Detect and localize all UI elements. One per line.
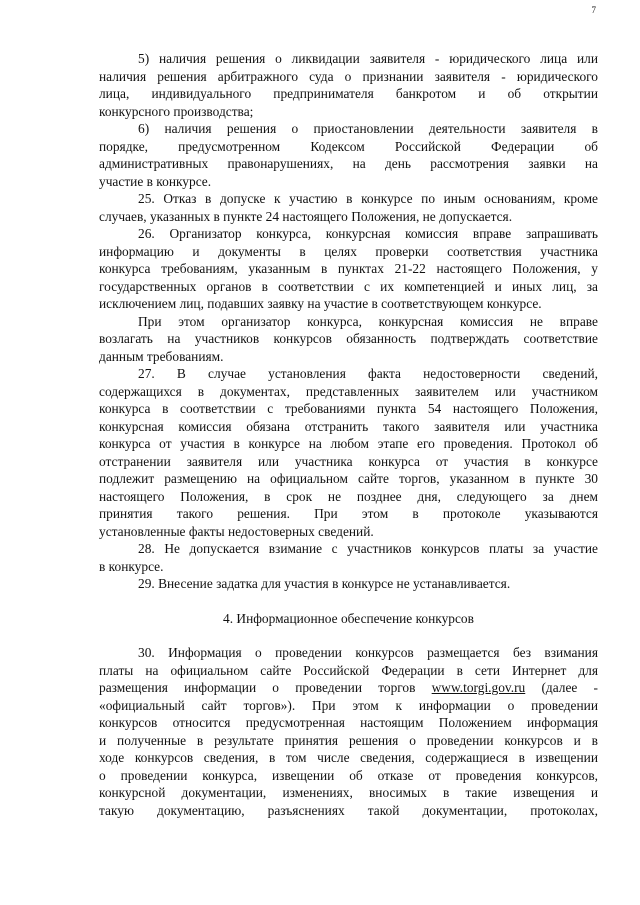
torgi-website-link[interactable]: www.torgi.gov.ru (431, 680, 526, 695)
spacer (99, 593, 598, 610)
paragraph-line: в конкурсе. (99, 558, 164, 574)
paragraph-clause-30 (99, 644, 598, 819)
paragraph-line: конкурсного производства; (99, 103, 254, 119)
paragraph-line: участие в конкурсе. (99, 173, 212, 189)
line-fragment: (далее - (525, 680, 598, 695)
paragraph-line: При этом организатор конкурса, конкурсная комиссия не вправе (138, 313, 598, 329)
paragraph-line: конкурса в соответствии с требованиями пункта 54 настоящего Положения, (99, 401, 598, 416)
paragraph-line: и полученные в результате принятия решения о проведении конкурсов и в (99, 732, 598, 748)
paragraph-line: возлагать на участников конкурсов обязанность подтверждать соответствие (99, 331, 598, 346)
paragraph-clause-28 (99, 540, 598, 575)
paragraph-clause-25 (99, 190, 598, 225)
section-heading: 4. Информационное обеспечение конкурсов (223, 610, 474, 626)
paragraph-line: «официальный сайт торгов»). При этом к информации о проведении (99, 697, 598, 713)
paragraph-line: 30. Информация о проведении конкурсов размещается без взимания (138, 645, 598, 660)
paragraph-line (99, 679, 598, 697)
paragraph-line: 29. Внесение задатка для участия в конкурсе не устанавливается. (138, 576, 511, 591)
paragraph-line: о проведении конкурса, извещении об отказе от проведения конкурсов, (99, 767, 598, 783)
paragraph-clause-26-note (99, 313, 598, 366)
paragraph-line: установленные факты недостоверных сведений. (99, 523, 374, 539)
paragraph-line: государственных органов в соответствии с их компетенцией и иных лиц, за (99, 278, 598, 294)
paragraph-line: ходе конкурсов сведения, в том числе сведения, содержащиеся в извещении (99, 750, 598, 765)
page-number: 7 (591, 5, 596, 15)
paragraph-line: 28. Не допускается взимание с участников конкурсов платы за участие (138, 541, 598, 556)
paragraph-line: лица, индивидуального предпринимателя банкротом и об открытии (99, 86, 598, 101)
paragraph-line: исключением лиц, подавших заявку на участие в соответствующем конкурсе. (99, 296, 542, 311)
paragraph-clause-26 (99, 225, 598, 313)
paragraph-continuation (99, 697, 598, 820)
paragraph-line: конкурсной документации, изменениях, вносимых в такие извещения и (99, 785, 598, 800)
paragraph-item-6 (99, 120, 598, 190)
paragraph-line: такую документацию, разъяснениях такой документации, протоколах, (99, 802, 598, 818)
paragraph-line: наличия решения арбитражного суда о признании заявителя - юридического (99, 68, 598, 84)
paragraph-clause-29 (99, 575, 598, 593)
paragraph-line: 27. В случае установления факта недостоверности сведений, (138, 366, 598, 381)
paragraph-line: данным требованиям. (99, 348, 224, 364)
paragraph-line: отстранении заявителя или участника конкурса от участия в конкурсе (99, 453, 598, 469)
paragraph-line: конкурсная комиссия обязана отстранить такого заявителя или участника (99, 418, 598, 434)
paragraph-list (99, 50, 598, 593)
paragraph-line: 5) наличия решения о ликвидации заявителя - юридического лица или (138, 51, 598, 66)
paragraph-line: платы на официальном сайте Российской Федерации в сети Интернет для (99, 662, 598, 678)
line-fragment: размещения информации о проведении торгов (99, 680, 432, 695)
paragraph-line: информацию и документы в целях проверки соответствия участника (99, 243, 598, 259)
paragraph-line: конкурсов относится предусмотренная настоящим Положением информация (99, 715, 598, 730)
spacer (99, 627, 598, 644)
paragraph-line: порядке, предусмотренном Кодексом Российской Федерации об (99, 138, 598, 154)
paragraph-line: конкурса от участия в конкурсе на любом этапе его проведения. Протокол об (99, 436, 598, 451)
paragraph-line: содержащихся в документах, представленных заявителем или участником (99, 383, 598, 399)
paragraph-line: 25. Отказ в допуске к участию в конкурсе по иным основаниям, кроме (138, 191, 598, 206)
paragraph-line: конкурса требованиям, указанным в пунктах 21-22 настоящего Положения, у (99, 261, 598, 276)
paragraph-line: 26. Организатор конкурса, конкурсная комиссия вправе запрашивать (138, 226, 598, 241)
paragraph-line: 6) наличия решения о приостановлении деятельности заявителя в (138, 121, 598, 136)
paragraph-item-5 (99, 50, 598, 120)
paragraph-line: случаев, указанных в пункте 24 настоящего Положения, не допускается. (99, 208, 513, 224)
paragraph-clause-27 (99, 365, 598, 540)
paragraph-line: настоящего Положения, в срок не позднее дня, следующего за днем (99, 488, 598, 504)
paragraph-line: подлежит размещению на официальном сайте торгов, указанном в пункте 30 (99, 471, 598, 486)
document-body (99, 50, 598, 819)
paragraph-line: административных правонарушениях, на день рассмотрения заявки на (99, 156, 598, 171)
paragraph-line: принятия такого решения. При этом в протоколе указываются (99, 506, 598, 521)
